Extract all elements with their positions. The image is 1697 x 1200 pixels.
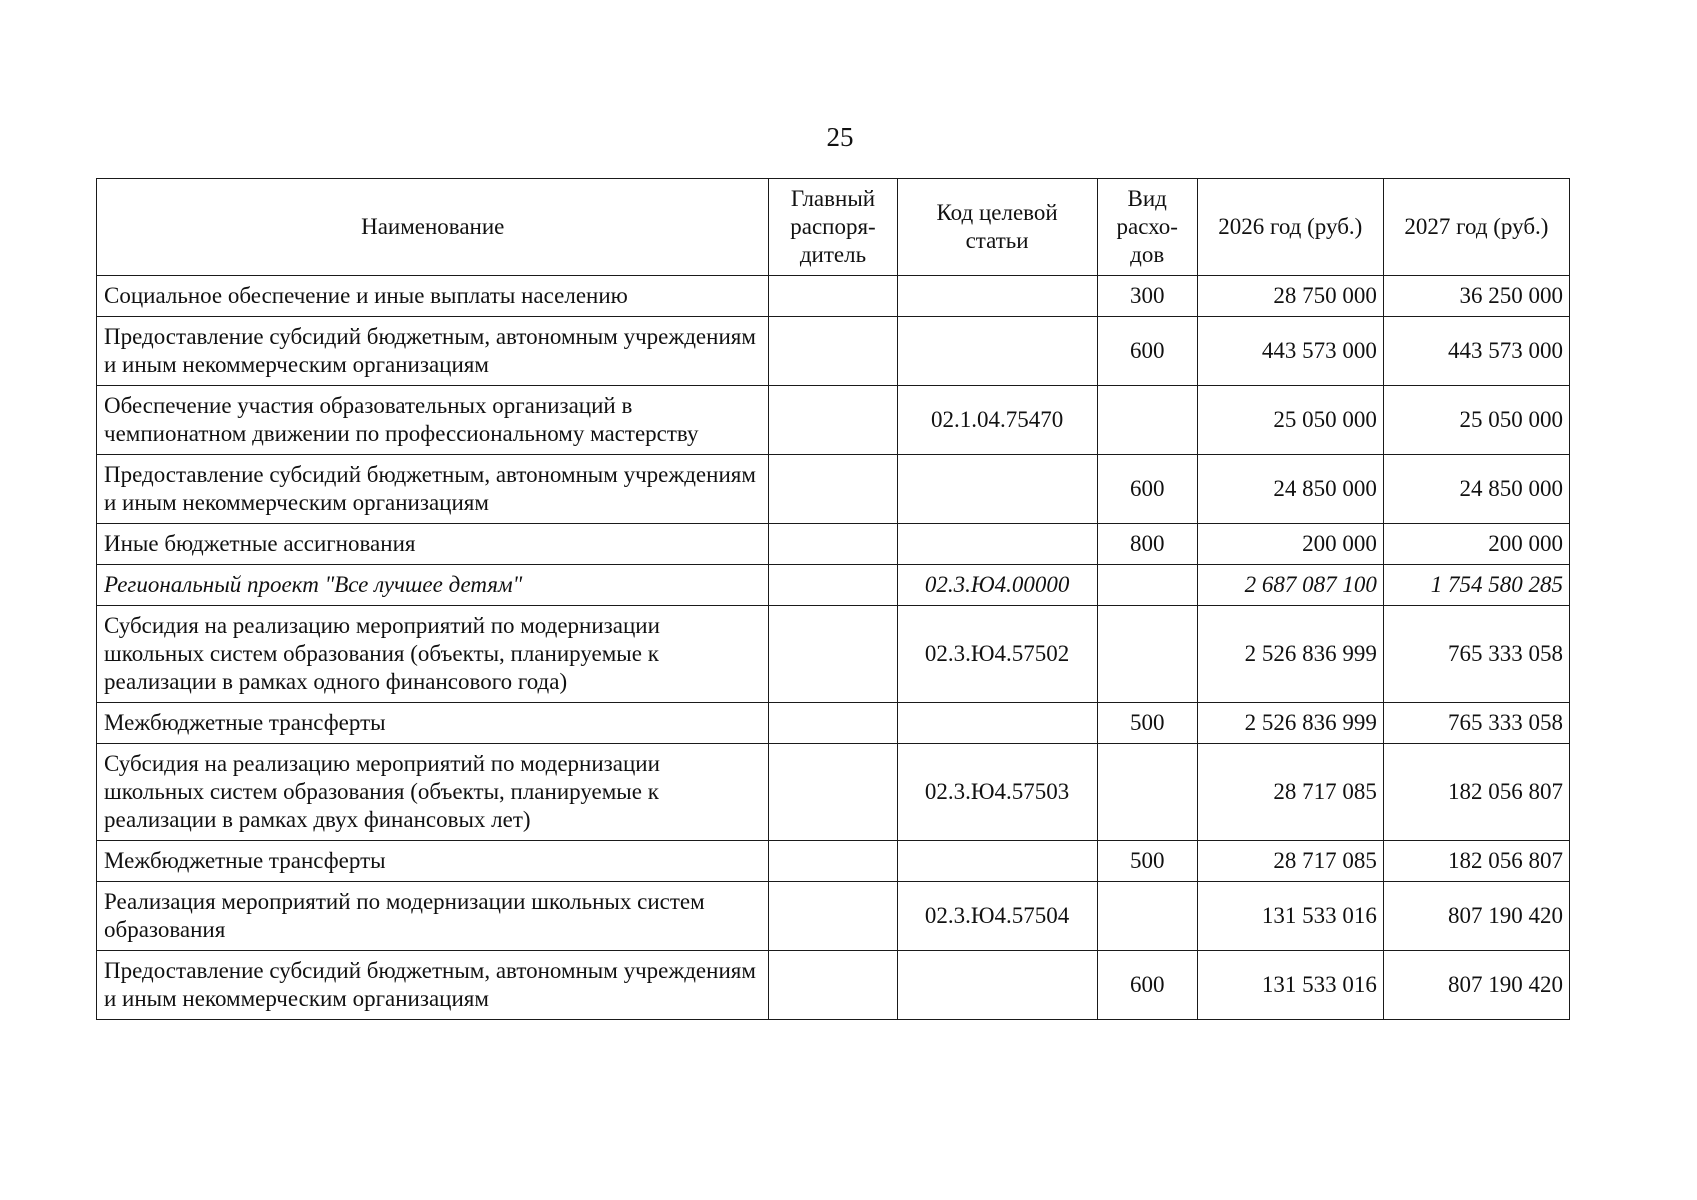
row-code <box>897 317 1097 386</box>
row-2027: 1 754 580 285 <box>1383 565 1569 606</box>
row-admin <box>769 841 897 882</box>
page-number: 25 <box>826 122 854 152</box>
row-code <box>897 455 1097 524</box>
table-row <box>97 606 1570 703</box>
header-kind: Вид расхо-дов <box>1097 179 1197 276</box>
row-code: 02.3.Ю4.57503 <box>897 744 1097 841</box>
row-code <box>897 951 1097 1020</box>
row-code: 02.1.04.75470 <box>897 386 1097 455</box>
row-name: Субсидия на реализацию мероприятий по модернизации школьных систем образования (объекты, планируемые к реализации в рамках одного финансового года) <box>97 606 769 703</box>
row-2027: 24 850 000 <box>1383 455 1569 524</box>
row-name: Обеспечение участия образовательных организаций в чемпионатном движении по профессиональному мастерству <box>97 386 769 455</box>
row-2027: 765 333 058 <box>1383 703 1569 744</box>
table-row <box>97 276 1570 317</box>
row-2026: 24 850 000 <box>1197 455 1383 524</box>
row-kind: 300 <box>1097 276 1197 317</box>
row-2026: 28 750 000 <box>1197 276 1383 317</box>
row-admin <box>769 882 897 951</box>
row-code <box>897 276 1097 317</box>
row-2027: 182 056 807 <box>1383 744 1569 841</box>
table-row <box>97 386 1570 455</box>
row-2027: 200 000 <box>1383 524 1569 565</box>
row-code <box>897 841 1097 882</box>
row-2027: 182 056 807 <box>1383 841 1569 882</box>
row-code <box>897 703 1097 744</box>
header-code: Код целевой статьи <box>897 179 1097 276</box>
row-name: Иные бюджетные ассигнования <box>97 524 769 565</box>
row-admin <box>769 276 897 317</box>
header-name: Наименование <box>97 179 769 276</box>
header-admin: Главный распоря-дитель <box>769 179 897 276</box>
row-kind: 600 <box>1097 951 1197 1020</box>
row-admin <box>769 744 897 841</box>
row-code: 02.3.Ю4.57504 <box>897 882 1097 951</box>
budget-table <box>96 178 1570 1020</box>
row-admin <box>769 565 897 606</box>
row-kind: 600 <box>1097 455 1197 524</box>
table-row <box>97 882 1570 951</box>
table-row <box>97 951 1570 1020</box>
row-2027: 807 190 420 <box>1383 882 1569 951</box>
row-2026: 131 533 016 <box>1197 951 1383 1020</box>
header-2027: 2027 год (руб.) <box>1383 179 1569 276</box>
row-2027: 807 190 420 <box>1383 951 1569 1020</box>
table-header-row <box>97 179 1570 276</box>
row-2027: 443 573 000 <box>1383 317 1569 386</box>
table-row <box>97 565 1570 606</box>
row-code: 02.3.Ю4.00000 <box>897 565 1097 606</box>
row-admin <box>769 951 897 1020</box>
row-name: Межбюджетные трансферты <box>97 841 769 882</box>
row-admin <box>769 386 897 455</box>
row-2026: 443 573 000 <box>1197 317 1383 386</box>
table-row <box>97 317 1570 386</box>
row-kind: 500 <box>1097 703 1197 744</box>
row-2026: 200 000 <box>1197 524 1383 565</box>
table-row <box>97 703 1570 744</box>
row-2027: 765 333 058 <box>1383 606 1569 703</box>
row-name: Предоставление субсидий бюджетным, автономным учреждениям и иным некоммерческим организациям <box>97 951 769 1020</box>
row-admin <box>769 524 897 565</box>
row-2026: 28 717 085 <box>1197 841 1383 882</box>
row-2026: 25 050 000 <box>1197 386 1383 455</box>
header-2026: 2026 год (руб.) <box>1197 179 1383 276</box>
row-kind: 500 <box>1097 841 1197 882</box>
row-name: Региональный проект "Все лучшее детям" <box>97 565 769 606</box>
row-kind <box>1097 386 1197 455</box>
row-kind <box>1097 744 1197 841</box>
row-admin <box>769 455 897 524</box>
row-2026: 28 717 085 <box>1197 744 1383 841</box>
row-admin <box>769 606 897 703</box>
row-kind <box>1097 565 1197 606</box>
row-name: Межбюджетные трансферты <box>97 703 769 744</box>
row-2027: 25 050 000 <box>1383 386 1569 455</box>
row-2026: 2 687 087 100 <box>1197 565 1383 606</box>
row-kind: 600 <box>1097 317 1197 386</box>
row-kind <box>1097 606 1197 703</box>
row-2026: 131 533 016 <box>1197 882 1383 951</box>
row-2026: 2 526 836 999 <box>1197 606 1383 703</box>
row-name: Реализация мероприятий по модернизации школьных систем образования <box>97 882 769 951</box>
table-row <box>97 841 1570 882</box>
row-admin <box>769 703 897 744</box>
row-kind <box>1097 882 1197 951</box>
table-row <box>97 455 1570 524</box>
row-code: 02.3.Ю4.57502 <box>897 606 1097 703</box>
table-row <box>97 524 1570 565</box>
row-code <box>897 524 1097 565</box>
table-row <box>97 744 1570 841</box>
row-admin <box>769 317 897 386</box>
row-kind: 800 <box>1097 524 1197 565</box>
row-name: Предоставление субсидий бюджетным, автономным учреждениям и иным некоммерческим организациям <box>97 455 769 524</box>
row-name: Предоставление субсидий бюджетным, автономным учреждениям и иным некоммерческим организациям <box>97 317 769 386</box>
row-name: Социальное обеспечение и иные выплаты населению <box>97 276 769 317</box>
row-name: Субсидия на реализацию мероприятий по модернизации школьных систем образования (объекты, планируемые к реализации в рамках двух финансовых лет) <box>97 744 769 841</box>
row-2027: 36 250 000 <box>1383 276 1569 317</box>
row-2026: 2 526 836 999 <box>1197 703 1383 744</box>
